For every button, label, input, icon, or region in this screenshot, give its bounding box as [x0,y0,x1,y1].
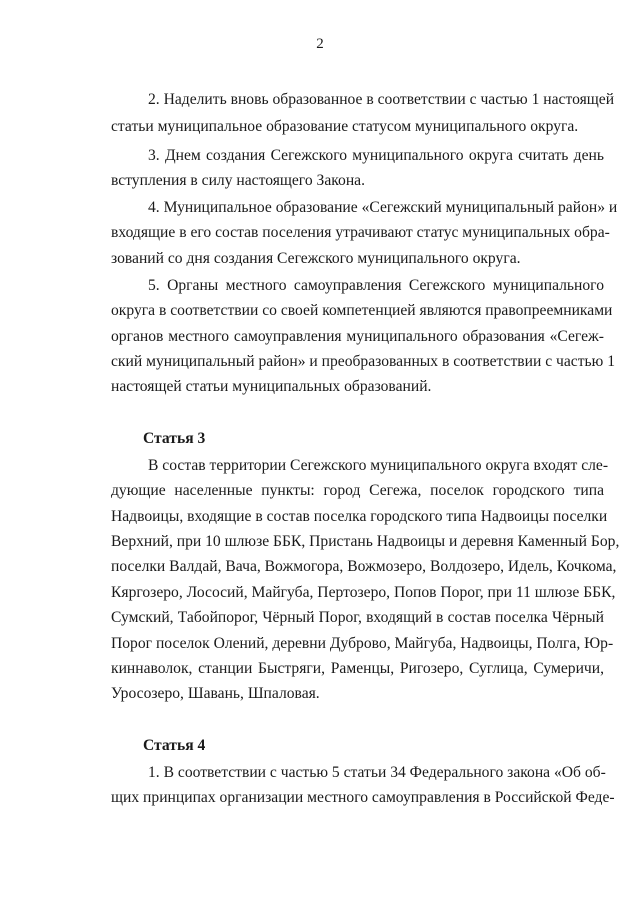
article-3-line-6: Кяргозеро, Лососий, Майгуба, Пертозеро, Попов Порог, при 11 шлюзе ББК, [111,584,616,601]
article-3-line-8: Порог поселок Олений, деревни Дуброво, Майгуба, Надвоицы, Полга, Юр- [111,635,614,652]
article-4-line-2: щих принципах организации местного самоуправления в Российской Феде- [111,789,615,806]
article-3-line-7: Сумский, Табойпорог, Чёрный Порог, входящий в состав поселка Чёрный [111,609,604,626]
article-3-line-4: Верхний, при 10 шлюзе ББК, Пристань Надвоицы и деревня Каменный Бор, [111,533,620,550]
page-number: 2 [316,36,324,52]
paragraph-2-line-1: 2. Наделить вновь образованное в соответствии с частью 1 настоящей [148,91,615,108]
article-3-line-9: киннаволок, станции Быстряги, Раменцы, Ригозеро, Суглица, Сумеричи, [111,660,604,677]
article-3-line-10: Уросозеро, Шавань, Шпаловая. [111,685,320,702]
paragraph-5-line-5: настоящей статьи муниципальных образований. [111,378,432,395]
paragraph-4-line-2: входящие в его состав поселения утрачивают статус муниципальных обра- [111,224,610,241]
article-4-line-1: 1. В соответствии с частью 5 статьи 34 Федерального закона «Об об- [148,764,606,781]
paragraph-5-line-2: округа в соответствии со своей компетенцией являются правопреемниками [111,302,613,319]
article-3-line-1: В состав территории Сегежского муниципального округа входят сле- [148,457,609,474]
article-3-heading: Статья 3 [143,430,206,447]
paragraph-5-line-4: ский муниципальный район» и преобразованных в соответствии с частью 1 [111,353,616,370]
paragraph-4-line-1: 4. Муниципальное образование «Сегежский муниципальный район» и [148,199,618,216]
article-3-line-3: Надвоицы, входящие в состав поселка городского типа Надвоицы поселки [111,508,608,525]
paragraph-5-line-1: 5. Органы местного самоуправления Сегежского муниципального [148,277,604,294]
paragraph-5-line-3: органов местного самоуправления муниципального образования «Сегеж- [111,328,604,345]
article-3-line-2: дующие населенные пункты: город Сегежа, поселок городского типа [111,482,604,499]
paragraph-3-line-1: 3. Днем создания Сегежского муниципального округа считать день [148,147,604,164]
paragraph-3-line-2: вступления в силу настоящего Закона. [111,172,365,189]
article-4-heading: Статья 4 [143,737,206,754]
paragraph-4-line-3: зований со дня создания Сегежского муниципального округа. [111,250,521,267]
paragraph-2-line-2: статьи муниципальное образование статусом муниципального округа. [111,118,579,135]
article-3-line-5: поселки Валдай, Вача, Вожмогора, Вожмозеро, Волдозеро, Идель, Кочкома, [111,558,617,575]
